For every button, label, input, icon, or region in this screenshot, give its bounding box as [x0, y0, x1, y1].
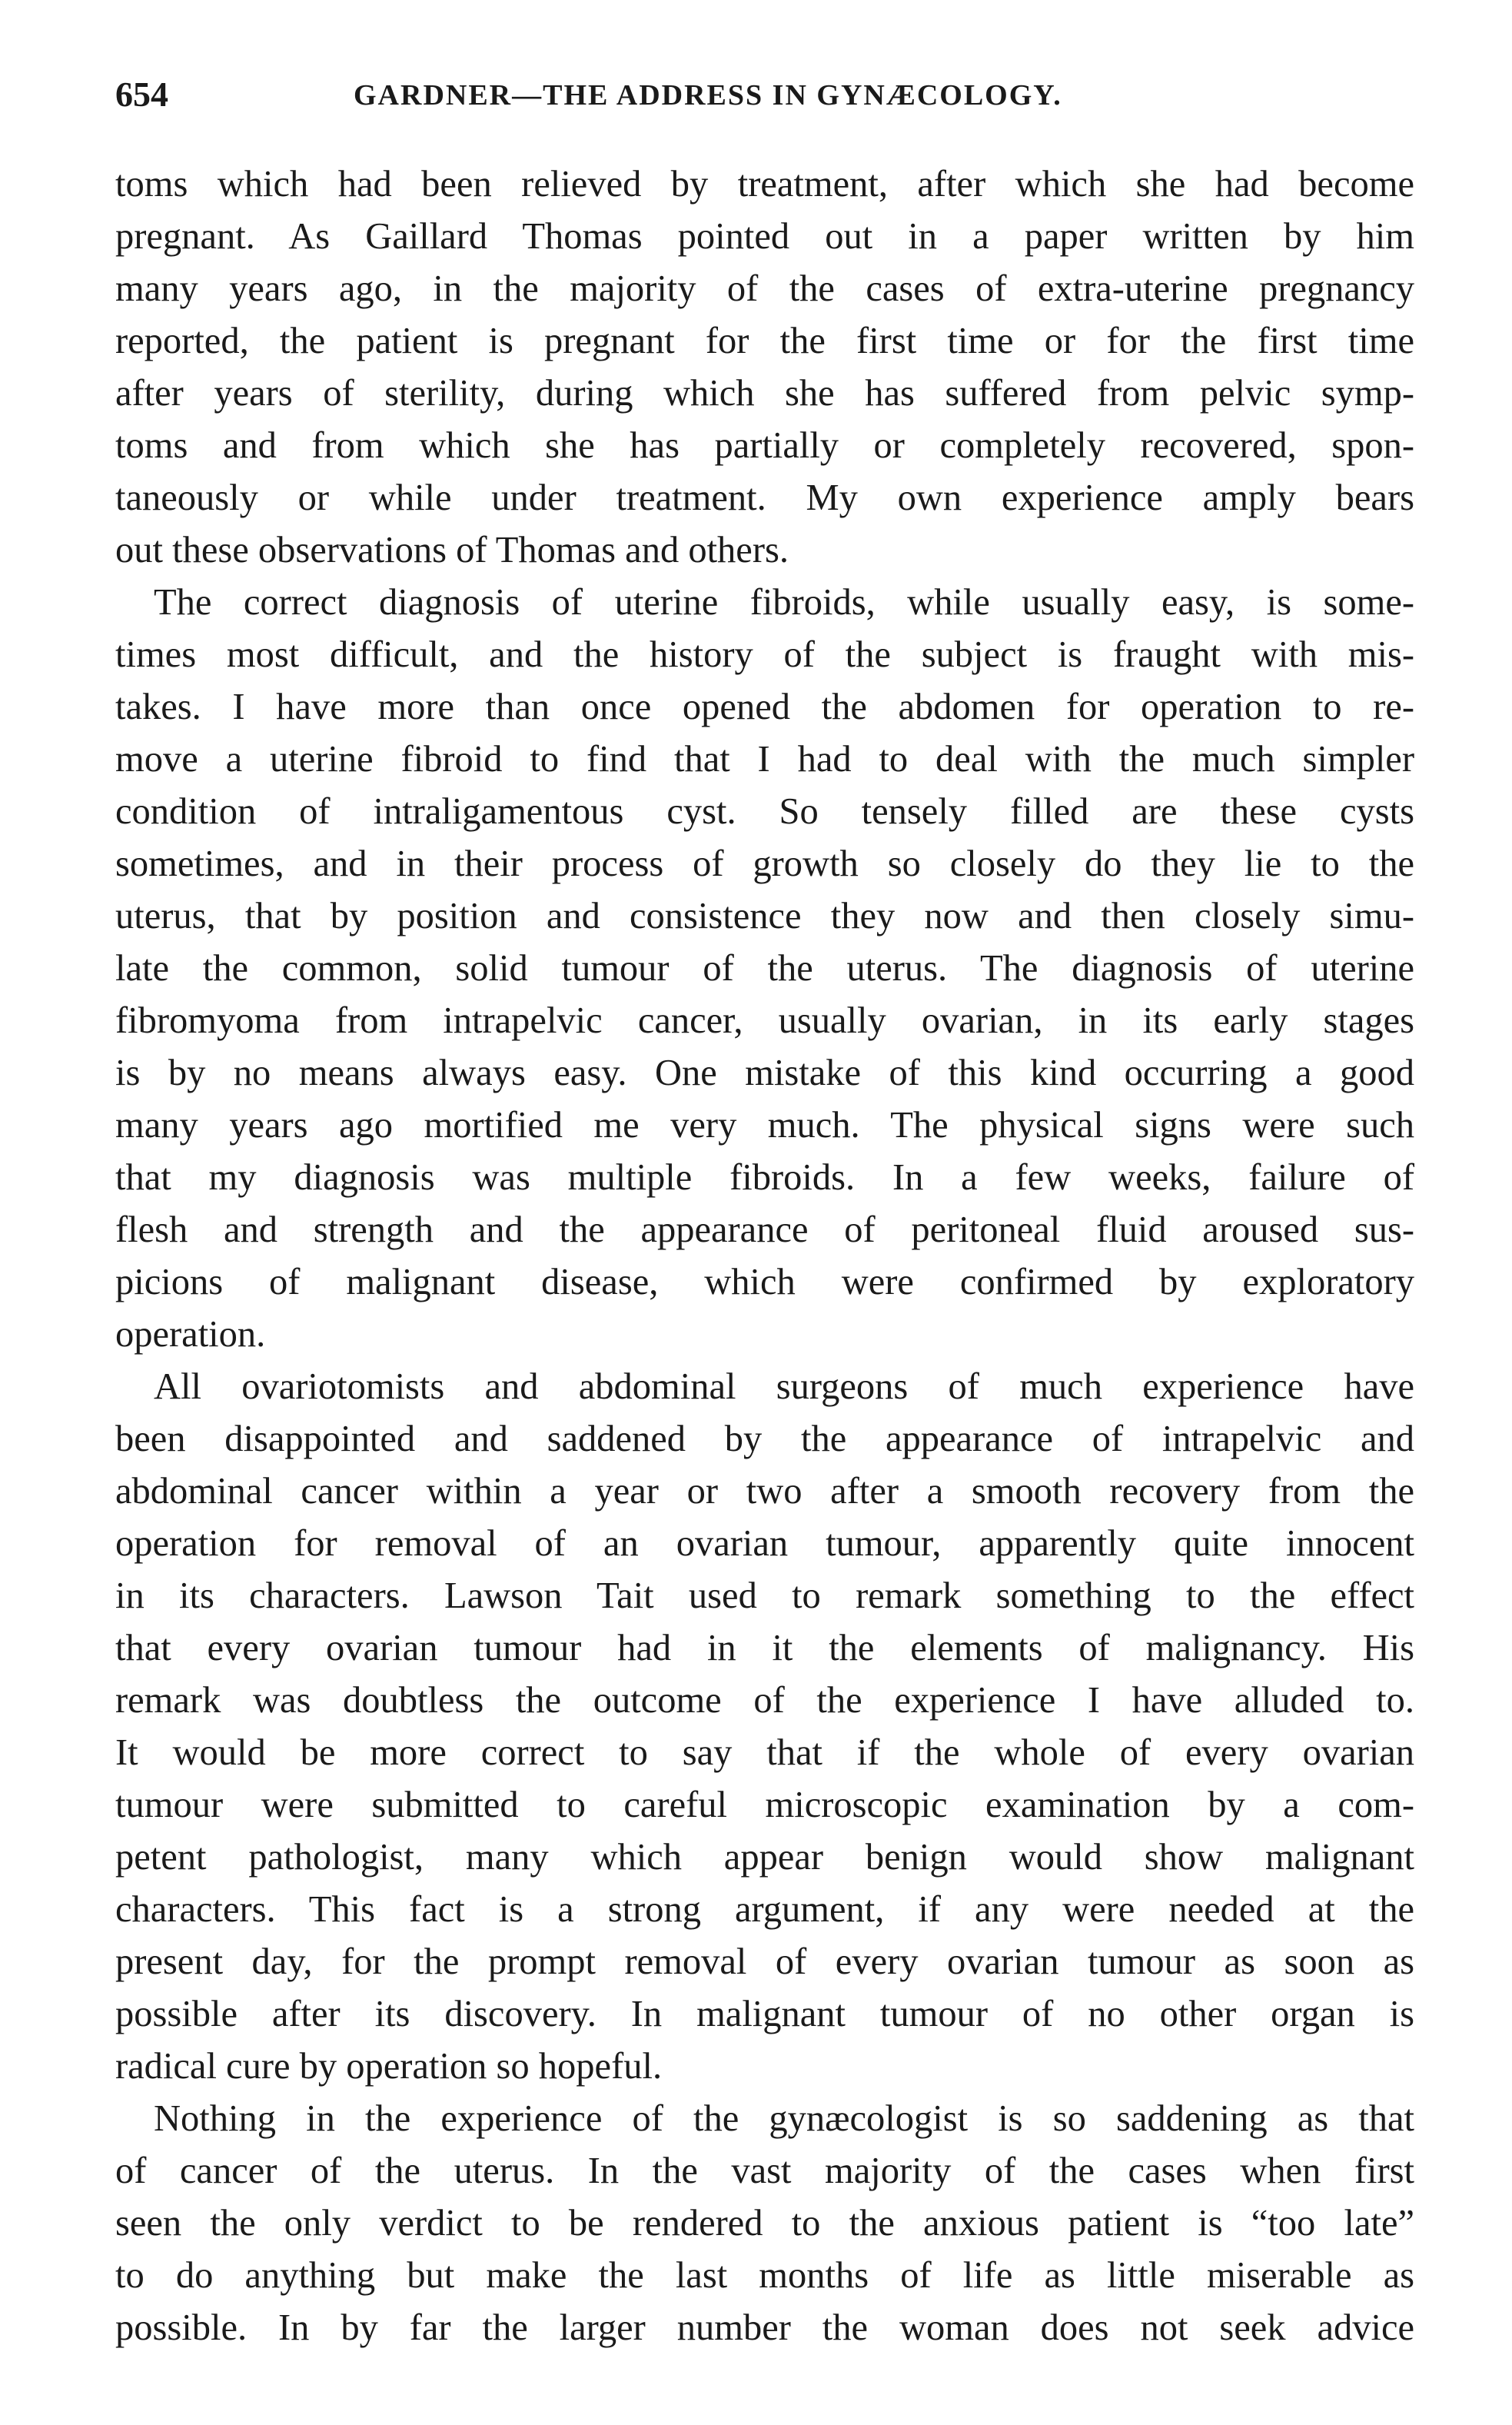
- body-text: [115, 158, 1414, 2354]
- text-line: many years ago, in the majority of the cases of extra-uterine pregnancy: [115, 268, 1414, 309]
- text-line: many years ago mortified me very much. The physical signs were such: [115, 1105, 1414, 1146]
- text-line: operation for removal of an ovarian tumour, apparently quite innocent: [115, 1523, 1414, 1564]
- text-line: characters. This fact is a strong argument, if any were needed at the: [115, 1889, 1414, 1930]
- text-line: move a uterine fibroid to find that I had to deal with the much simpler: [115, 739, 1414, 780]
- text-line: present day, for the prompt removal of every ovarian tumour as soon as: [115, 1941, 1414, 1982]
- paragraph: [115, 1361, 1414, 2093]
- paragraph: [115, 158, 1414, 577]
- text-line: out these observations of Thomas and others.: [115, 530, 789, 570]
- text-line: after years of sterility, during which she has suffered from pelvic symp-: [115, 373, 1414, 414]
- text-line: takes. I have more than once opened the abdomen for operation to re-: [115, 687, 1414, 727]
- text-line: toms which had been relieved by treatment, after which she had become: [115, 164, 1414, 205]
- text-line: reported, the patient is pregnant for the first time or for the first time: [115, 321, 1414, 361]
- text-line: The correct diagnosis of uterine fibroids, while usually easy, is some-: [154, 582, 1414, 623]
- text-line: is by no means always easy. One mistake of this kind occurring a good: [115, 1053, 1414, 1093]
- text-line: uterus, that by position and consistence they now and then closely simu-: [115, 896, 1414, 936]
- text-line: toms and from which she has partially or completely recovered, spon-: [115, 425, 1414, 466]
- text-line: condition of intraligamentous cyst. So tensely filled are these cysts: [115, 791, 1414, 832]
- text-line: possible after its discovery. In malignant tumour of no other organ is: [115, 1994, 1414, 2034]
- running-title: GARDNER—THE ADDRESS IN GYNÆCOLOGY.: [354, 79, 1062, 111]
- text-line: sometimes, and in their process of growth so closely do they lie to the: [115, 843, 1414, 884]
- text-line: petent pathologist, many which appear benign would show malignant: [115, 1837, 1414, 1878]
- text-line: been disappointed and saddened by the appearance of intrapelvic and: [115, 1419, 1414, 1459]
- text-line: abdominal cancer within a year or two after a smooth recovery from the: [115, 1471, 1414, 1512]
- text-line: that my diagnosis was multiple fibroids. In a few weeks, failure of: [115, 1157, 1414, 1198]
- text-line: taneously or while under treatment. My own experience amply bears: [115, 477, 1414, 518]
- text-line: fibromyoma from intrapelvic cancer, usually ovarian, in its early stages: [115, 1000, 1414, 1041]
- text-line: operation.: [115, 1314, 266, 1355]
- page-number: 654: [115, 75, 168, 114]
- text-line: picions of malignant disease, which were confirmed by exploratory: [115, 1262, 1414, 1302]
- text-line: in its characters. Lawson Tait used to remark something to the effect: [115, 1575, 1414, 1616]
- text-line: of cancer of the uterus. In the vast majority of the cases when first: [115, 2151, 1414, 2191]
- paragraph: [115, 2093, 1414, 2354]
- text-line: times most difficult, and the history of the subject is fraught with mis-: [115, 634, 1414, 675]
- text-line: to do anything but make the last months of life as little miserable as: [115, 2255, 1414, 2296]
- text-line: pregnant. As Gaillard Thomas pointed out in a paper written by him: [115, 216, 1414, 257]
- text-line: All ovariotomists and abdominal surgeons of much experience have: [154, 1366, 1414, 1407]
- text-line: It would be more correct to say that if the whole of every ovarian: [115, 1732, 1414, 1773]
- text-line: Nothing in the experience of the gynæcologist is so saddening as that: [154, 2098, 1414, 2139]
- text-line: that every ovarian tumour had in it the elements of malignancy. His: [115, 1628, 1414, 1668]
- text-line: flesh and strength and the appearance of peritoneal fluid aroused sus-: [115, 1209, 1414, 1250]
- text-line: remark was doubtless the outcome of the experience I have alluded to.: [115, 1680, 1414, 1721]
- text-line: seen the only verdict to be rendered to the anxious patient is “too late”: [115, 2203, 1414, 2244]
- paragraph: [115, 577, 1414, 1361]
- text-line: possible. In by far the larger number the woman does not seek advice: [115, 2307, 1414, 2348]
- text-line: radical cure by operation so hopeful.: [115, 2046, 663, 2087]
- running-header: [115, 74, 1414, 128]
- text-line: late the common, solid tumour of the uterus. The diagnosis of uterine: [115, 948, 1414, 989]
- text-line: tumour were submitted to careful microscopic examination by a com-: [115, 1785, 1414, 1825]
